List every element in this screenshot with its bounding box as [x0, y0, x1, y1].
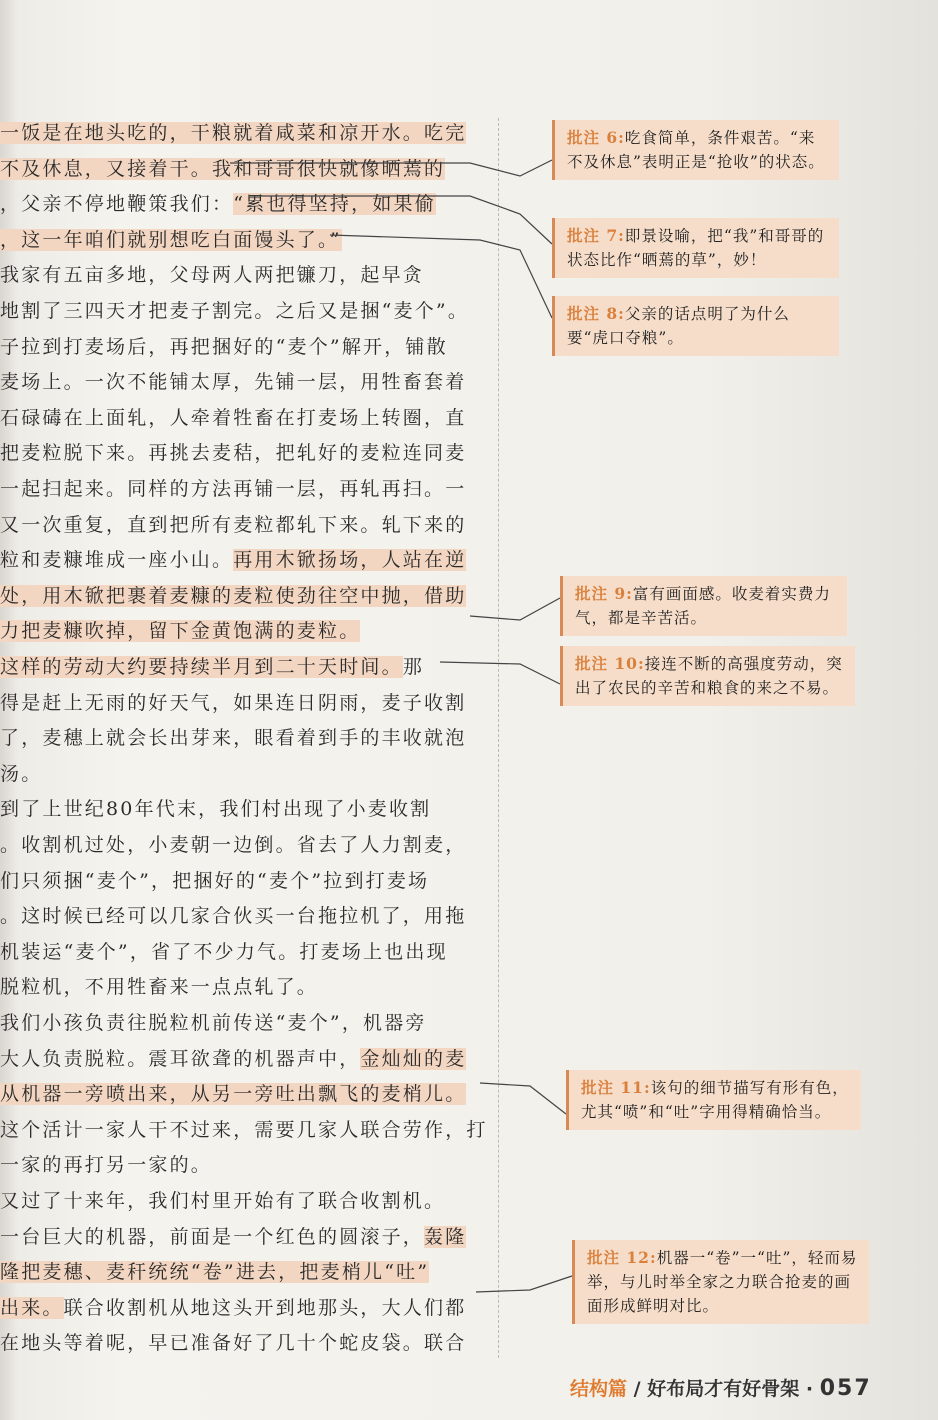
text-line [0, 864, 429, 898]
annotation-11 [566, 1070, 861, 1130]
text-line [0, 579, 466, 613]
highlighted-phrase: ，这一年咱们就别想吃白面馒头了。” [0, 228, 342, 251]
column-divider [498, 118, 501, 1358]
footer-dot: · [805, 1378, 814, 1400]
text-line [0, 294, 469, 328]
text-segment: 把麦粒脱下来。再挑去麦秸，把轧好的麦粒连同麦 [0, 442, 467, 465]
text-line [0, 223, 342, 257]
text-segment: 得是赶上无雨的好天气，如果连日阴雨，麦子收割 [0, 691, 467, 714]
page-number: 057 [819, 1376, 872, 1401]
annotation-text: 机器一“卷”一“吐”，轻而易举，与儿时举全家之力联合抢麦的画面形成鲜明对比。 [587, 1249, 858, 1315]
annotation-tag: 批注 7: [567, 226, 625, 245]
text-segment: 了，麦穗上就会长出芽来，眼看着到手的丰收就泡 [0, 727, 467, 750]
text-line [0, 1291, 466, 1325]
text-segment: 到了上世纪80年代末，我们村出现了小麦收割 [0, 798, 432, 821]
annotation-text: 即景设喻，把“我”和哥哥的状态比作“晒蔫的草”，妙！ [567, 227, 825, 269]
text-segment: 地割了三四天才把麦子割完。之后又是捆“麦个”。 [0, 300, 470, 322]
text-line [0, 899, 466, 933]
highlighted-phrase: 这样的劳动大约要持续半月到二十天时间。 [0, 656, 403, 678]
highlighted-phrase: 轰隆 [424, 1225, 467, 1248]
text-line [0, 757, 42, 791]
text-line [0, 187, 436, 221]
text-segment: 脱粒机，不用牲畜来一点点轧了。 [0, 976, 319, 999]
text-line [0, 1077, 466, 1111]
highlighted-phrase: 不及休息，又接着干。 [0, 157, 213, 180]
text-segment: 机装运“麦个”，省了不少力气。打麦场上也出现 [0, 940, 448, 963]
text-line [0, 1113, 488, 1147]
text-line [0, 401, 466, 435]
annotation-7 [552, 218, 839, 278]
text-line [0, 1326, 466, 1360]
text-line [0, 508, 466, 542]
footer-subtitle: 好布局才有好骨架 [647, 1378, 800, 1400]
text-segment: 这个活计一家人干不过来，需要几家人联合劳作，打 [0, 1118, 488, 1141]
text-segment: 又一次重复，直到把所有麦粒都轧下来。轧下来的 [0, 513, 467, 536]
text-segment: 我们小孩负责往脱粒机前传送“麦个”，机器旁 [0, 1012, 427, 1034]
text-line [0, 1255, 429, 1289]
text-line [0, 472, 466, 506]
text-segment: 石碌碡在上面轧，人牵着牲畜在打麦场上转圈，直 [0, 406, 467, 429]
highlighted-phrase: “累也得坚持，如果偷 [233, 193, 436, 216]
footer-separator: / [633, 1378, 641, 1400]
annotation-tag: 批注 9: [575, 584, 633, 603]
text-line [0, 792, 431, 826]
text-line [0, 1184, 445, 1218]
annotation-tag: 批注 10: [575, 654, 645, 673]
running-header-decoration [470, 40, 850, 80]
annotation-9 [560, 576, 847, 636]
text-segment: 我家有五亩多地，父母两人两把镰刀，起早贪 [0, 264, 425, 287]
annotation-12 [572, 1240, 869, 1324]
annotation-6 [552, 120, 839, 180]
text-line [0, 935, 448, 969]
text-line [0, 970, 318, 1004]
annotation-text: 吃食简单，条件艰苦。“来不及休息”表明正是“抢收”的状态。 [567, 129, 825, 171]
text-segment: 汤。 [0, 762, 43, 785]
text-segment: 又过了十来年，我们村里开始有了联合收割机。 [0, 1190, 446, 1212]
annotation-tag: 批注 12: [587, 1248, 657, 1267]
text-segment: 子拉到打麦场后，再把捆好的“麦个”解开，铺散 [0, 335, 448, 358]
page-footer [570, 1374, 872, 1401]
highlighted-phrase: 力把麦糠吹掉，留下金黄饱满的麦粒。 [0, 620, 361, 643]
highlighted-phrase: 金灿灿的麦 [360, 1047, 467, 1070]
highlighted-phrase: 我和哥哥很快就像晒蔫的 [212, 157, 446, 180]
text-segment: 。收割机过处，小麦朝一边倒。省去了人力割麦， [0, 834, 467, 856]
text-segment: 那 [402, 656, 425, 678]
text-line [0, 686, 466, 720]
highlighted-phrase: 处，用木锨把裹着麦糠的麦粒使劲往空中抛，借助 [0, 584, 467, 607]
annotation-tag: 批注 11: [581, 1078, 651, 1097]
text-line [0, 650, 424, 684]
text-line [0, 543, 466, 577]
text-line [0, 436, 466, 470]
text-line [0, 614, 360, 648]
text-segment: 粒和麦糠堆成一座小山。 [0, 549, 234, 572]
text-line [0, 828, 466, 862]
text-line [0, 116, 466, 150]
annotation-10 [560, 646, 855, 706]
text-line [0, 721, 466, 755]
text-line [0, 330, 448, 364]
text-line [0, 152, 445, 186]
text-segment: 在地头等着呢，早已准备好了几十个蛇皮袋。联合 [0, 1332, 467, 1355]
highlighted-phrase: 再用木锨扬场，人站在逆 [233, 549, 467, 572]
text-line [0, 1006, 427, 1040]
highlighted-phrase: 从机器一旁喷出来，从另一旁吐出飘飞的麦梢儿。 [0, 1083, 467, 1106]
text-line [0, 1148, 212, 1182]
highlighted-phrase: 隆把麦穗、麦秆统统“卷”进去，把麦梢儿“吐” [0, 1261, 430, 1284]
text-segment: 大人负责脱粒。震耳欲聋的机器声中， [0, 1047, 361, 1070]
text-segment: 。这时候已经可以几家合伙买一台拖拉机了，用拖 [0, 905, 467, 928]
text-segment: 一起扫起来。同样的方法再铺一层，再轧再扫。一 [0, 478, 467, 500]
annotation-tag: 批注 6: [567, 128, 625, 147]
text-segment: 麦场上。一次不能铺太厚，先铺一层，用牲畜套着 [0, 371, 467, 394]
text-line [0, 1220, 466, 1254]
annotation-text: 富有画面感。收麦着实费力气，都是辛苦活。 [575, 585, 831, 627]
text-segment: 联合收割机从地这头开到地那头，大人们都 [63, 1296, 467, 1319]
footer-section: 结构篇 [570, 1378, 628, 1400]
annotation-text: 该句的细节描写有形有色，尤其“喷”和“吐”字用得精确恰当。 [581, 1079, 849, 1121]
text-segment: 们只须捆“麦个”，把捆好的“麦个”拉到打麦场 [0, 869, 430, 892]
text-segment: ，父亲不停地鞭策我们： [0, 193, 234, 216]
text-line [0, 365, 466, 399]
annotation-tag: 批注 8: [567, 304, 625, 323]
highlighted-phrase: 出来。 [0, 1296, 64, 1319]
annotation-text: 接连不断的高强度劳动，突出了农民的辛苦和粮食的来之不易。 [575, 655, 843, 697]
annotation-8 [552, 296, 839, 356]
text-line [0, 1042, 466, 1076]
highlighted-phrase: 一饭是在地头吃的，干粮就着咸菜和凉开水。吃完 [0, 122, 467, 144]
text-line [0, 258, 424, 292]
text-segment: 一台巨大的机器，前面是一个红色的圆滚子， [0, 1225, 425, 1248]
text-segment: 一家的再打另一家的。 [0, 1154, 213, 1177]
annotation-text: 父亲的话点明了为什么要“虎口夺粮”。 [567, 305, 790, 347]
